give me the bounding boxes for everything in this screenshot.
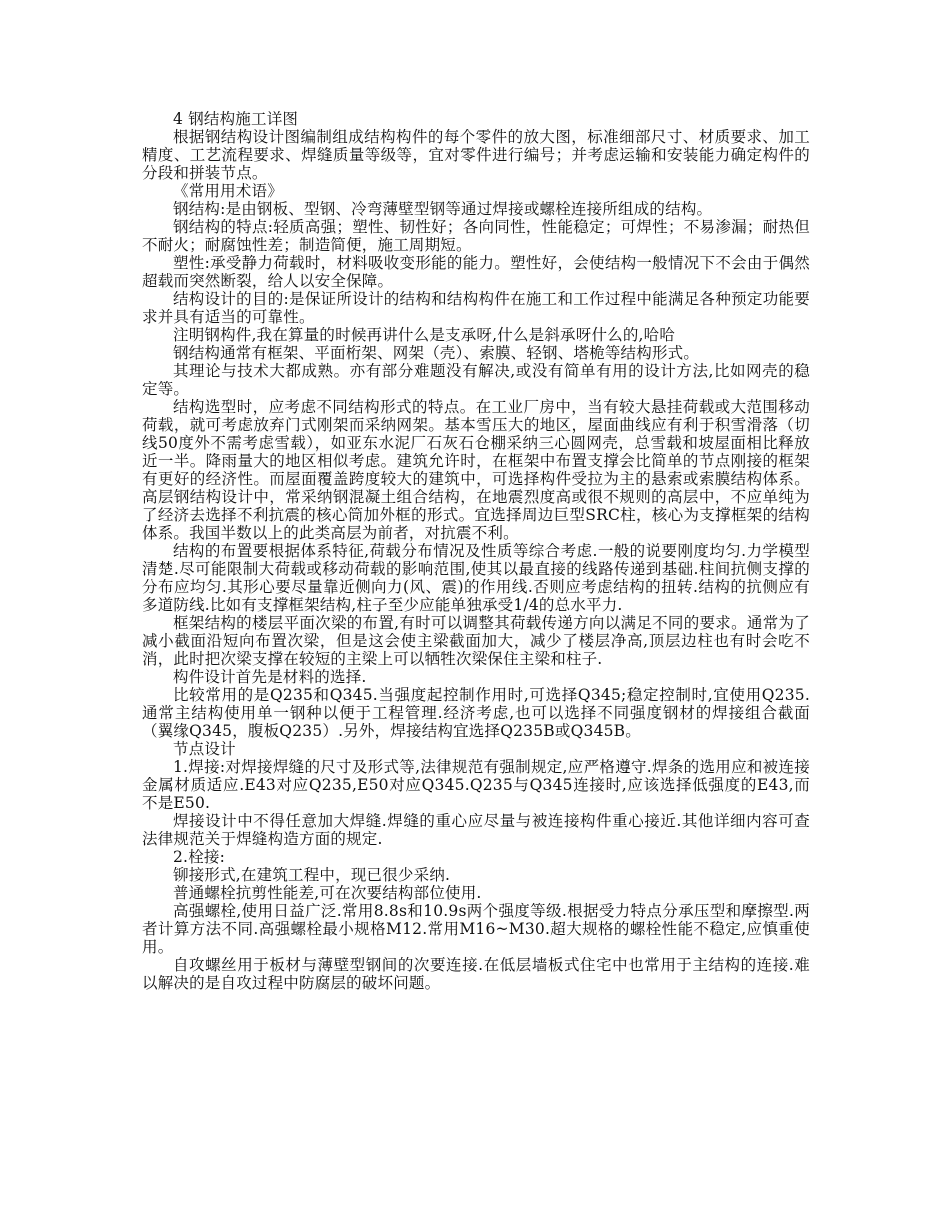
paragraph-riveting: 铆接形式,在建筑工程中，现已很少采纳. <box>173 866 451 884</box>
paragraph-member-design: 构件设计首先是材料的选择. <box>173 668 367 686</box>
paragraph-intro: 根据钢结构设计图编制组成结构构件的每个零件的放大图，标准细部尺寸、材质要求、加工精度、工艺流程要求、焊缝质量等级等，宜对零件进行编号；并考虑运输和安装能力确定构件的分段和拼装节点。 <box>142 128 810 182</box>
paragraph-welding: 1.焊接:对焊接焊缝的尺寸及形式等,法律规范有强制规定,应严格遵守.焊条的选用应和被连接金属材质适应.E43对应Q235,E50对应Q345.Q235与Q345连接时,应该选择低强度的E43,而不是E50. <box>142 758 810 812</box>
paragraph-self-tapping-screws: 自攻螺丝用于板材与薄壁型钢间的次要连接.在低层墙板式住宅中也常用于主结构的连接.难以解决的是自攻过程中防腐层的破坏问题。 <box>142 956 810 992</box>
paragraph-theory: 其理论与技术大都成熟。亦有部分难题没有解决,或没有简单有用的设计方法,比如网壳的稳定等。 <box>142 362 810 398</box>
paragraph-weld-design: 焊接设计中不得任意加大焊缝.焊缝的重心应尽量与被连接构件重心接近.其他详细内容可查法律规范关于焊缝构造方面的规定. <box>142 812 810 848</box>
paragraph-structure-forms: 钢结构通常有框架、平面桁架、网架（壳）、索膜、轻钢、塔桅等结构形式。 <box>173 344 700 362</box>
paragraph-high-strength-bolts: 高强螺栓,使用日益广泛.常用8.8s和10.9s两个强度等级.根据受力特点分承压型和摩擦型.两者计算方法不同.高强螺栓最小规格M12.常用M16~M30.超大规格的螺栓性能不稳定,应慎重使用。 <box>142 902 810 956</box>
section-heading-node-design: 节点设计 <box>173 740 236 758</box>
paragraph-steel-features: 钢结构的特点:轻质高强；塑性、韧性好；各向同性，性能稳定；可焊性；不易渗漏；耐热但不耐火；耐腐蚀性差；制造简便，施工周期短。 <box>142 218 810 254</box>
paragraph-structure-layout: 结构的布置要根据体系特征,荷载分布情况及性质等综合考虑.一般的说要刚度均匀.力学模型清楚.尽可能限制大荷载或移动荷载的影响范围,使其以最直接的线路传递到基础.柱间抗侧支撑的分布应均匀.其形心要尽量靠近侧向力(风、震)的作用线.否则应考虑结构的扭转.结构的抗侧应有多道防线.比如有支撑框架结构,柱子至少应能单独承受1/4的总水平力. <box>142 542 810 614</box>
paragraph-ordinary-bolts: 普通螺栓抗剪性能差,可在次要结构部位使用. <box>173 884 482 902</box>
paragraph-definition-steel-structure: 钢结构:是由钢板、型钢、冷弯薄壁型钢等通过焊接或螺栓连接所组成的结构。 <box>173 200 713 218</box>
document-page <box>142 110 810 992</box>
section-heading-bolting: 2.栓接: <box>173 848 226 866</box>
section-heading-terms: 《常用用术语》 <box>173 182 283 200</box>
paragraph-materials: 比较常用的是Q235和Q345.当强度起控制作用时,可选择Q345;稳定控制时,宜使用Q235.通常主结构使用单一钢种以便于工程管理.经济考虑,也可以选择不同强度钢材的焊接组合截面（翼缘Q345，腹板Q235）.另外，焊接结构宜选择Q235B或Q345B。 <box>142 686 810 740</box>
document-title: 4 钢结构施工详图 <box>173 110 299 128</box>
paragraph-note: 注明钢构件,我在算量的时候再讲什么是支承呀,什么是斜承呀什么的,哈哈 <box>173 326 676 344</box>
paragraph-structure-selection: 结构选型时，应考虑不同结构形式的特点。在工业厂房中，当有较大悬挂荷载或大范围移动荷载，就可考虑放弃门式刚架而采纳网架。基本雪压大的地区，屋面曲线应有利于积雪滑落（切线50度外不需考虑雪载），如亚东水泥厂石灰石仓棚采纳三心圆网壳，总雪载和坡屋面相比释放近一半。降雨量大的地区相似考虑。建筑允许时，在框架中布置支撑会比简单的节点刚接的框架有更好的经济性。而屋面覆盖跨度较大的建筑中，可选择构件受拉为主的悬索或索膜结构体系。高层钢结构设计中，常采纳钢混凝土组合结构，在地震烈度高或很不规则的高层中，不应单纯为了经济去选择不利抗震的核心筒加外框的形式。宜选择周边巨型SRC柱，核心为支撑框架的结构体系。我国半数以上的此类高层为前者，对抗震不利。 <box>142 398 810 542</box>
paragraph-design-purpose: 结构设计的目的:是保证所设计的结构和结构构件在施工和工作过程中能满足各种预定功能要求并具有适当的可靠性。 <box>142 290 810 326</box>
paragraph-plasticity: 塑性:承受静力荷载时，材料吸收变形能的能力。塑性好，会使结构一般情况下不会由于偶然超载而突然断裂，给人以安全保障。 <box>142 254 810 290</box>
paragraph-frame-beams: 框架结构的楼层平面次梁的布置,有时可以调整其荷载传递方向以满足不同的要求。通常为了减小截面沿短向布置次梁，但是这会使主梁截面加大，减少了楼层净高,顶层边柱也有时会吃不消，此时把次梁支撑在较短的主梁上可以牺牲次梁保住主梁和柱子. <box>142 614 810 668</box>
